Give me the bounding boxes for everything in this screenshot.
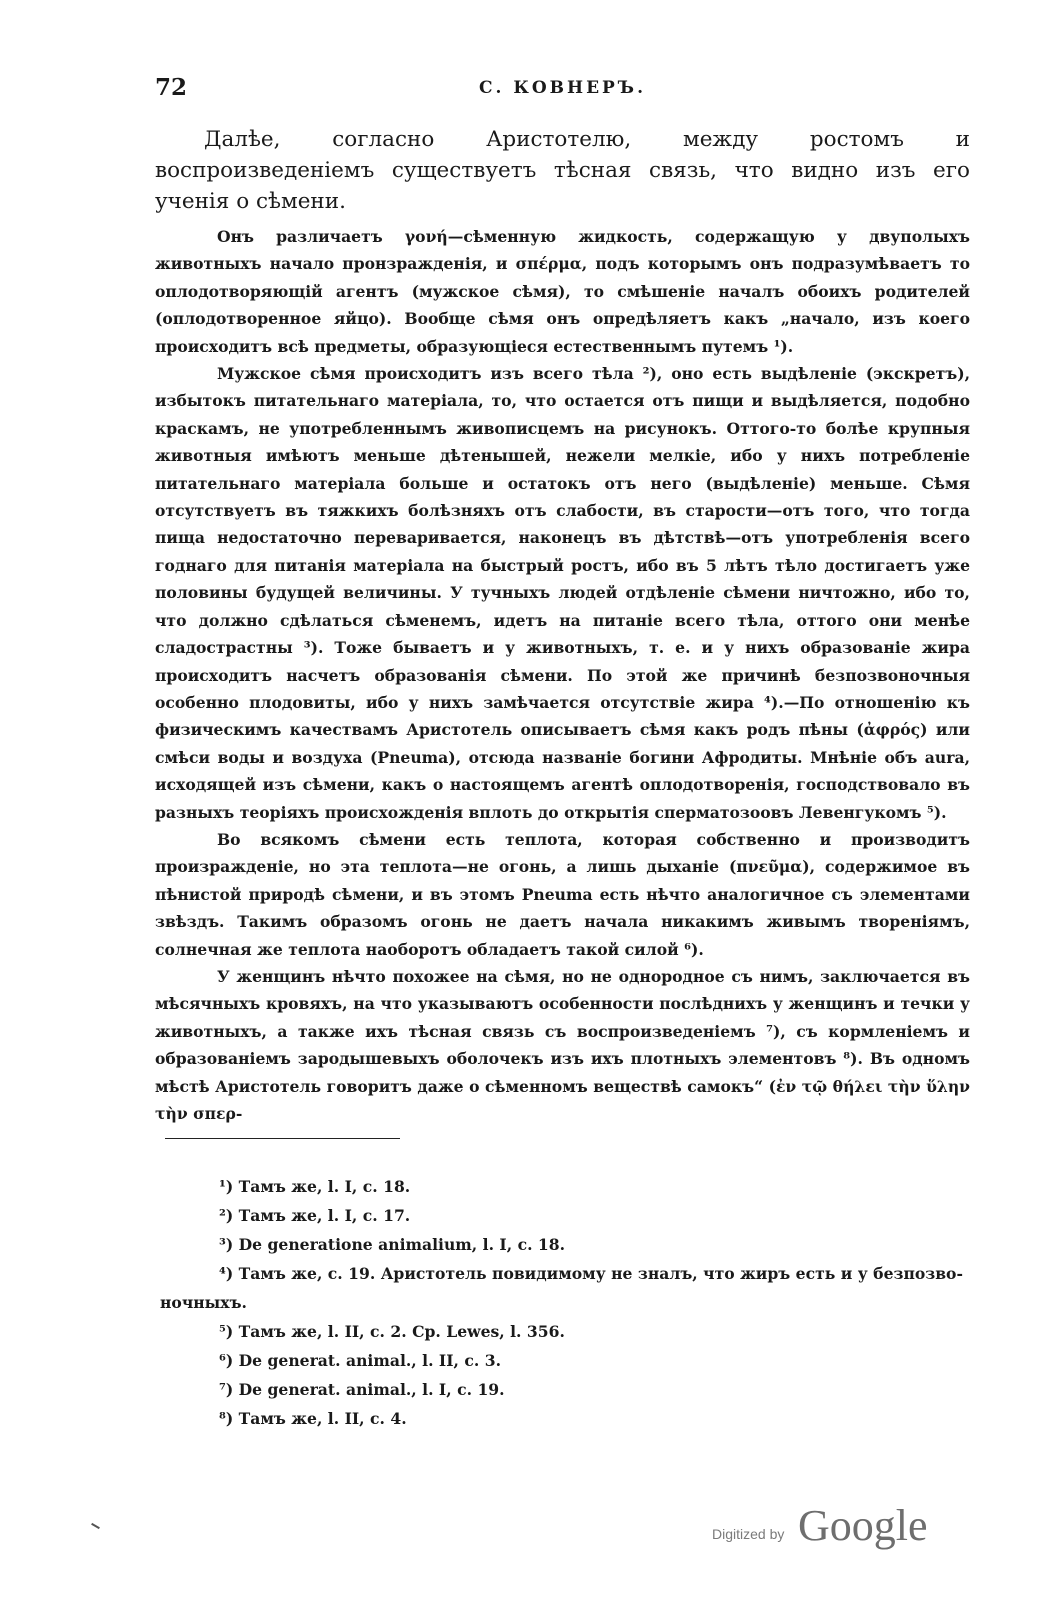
footnote-divider	[165, 1138, 400, 1139]
footnote-3: ³) De generatione animalium, l. I, c. 18.	[219, 1235, 566, 1254]
running-head: С. КОВНЕРЪ.	[479, 78, 646, 98]
digitization-watermark	[712, 1500, 952, 1560]
footnote-4: ⁴) Тамъ же, c. 19. Аристотель повидимому не зналъ, что жиръ есть и у безпозво-	[219, 1264, 963, 1283]
lead-paragraph: Далѣе, согласно Аристотелю, между ростомъ и воспроизведеніемъ существуетъ тѣсная связь, что видно изъ его ученія о сѣмени.	[155, 127, 970, 214]
watermark-prefix: Digitized by	[712, 1526, 785, 1542]
watermark-logo: Google	[798, 1501, 928, 1550]
paragraph-4: У женщинъ нѣчто похожее на сѣмя, но не однородное съ нимъ, заключается въ мѣсячныхъ кровяхъ, на что указываютъ особенности послѣднихъ у женщинъ и течки у животныхъ, а также ихъ тѣсная связь съ воспроизведеніемъ ⁷), съ кормленіемъ и образованіемъ зародышевыхъ оболочекъ изъ ихъ плотныхъ элементовъ ⁸). Въ одномъ мѣстѣ Аристотель говоритъ даже о сѣменномъ веществѣ самокъ“ (ἐν τῷ θήλει τὴν ὕλην τὴν σπερ-	[155, 966, 970, 1123]
footnote-8: ⁸) Тамъ же, l. II, c. 4.	[219, 1409, 407, 1428]
footnote-7: ⁷) De generat. animal., l. I, c. 19.	[219, 1380, 505, 1399]
paragraph-2: Мужское сѣмя происходитъ изъ всего тѣла ²), оно есть выдѣленіе (экскретъ), избытокъ питательнаго матеріала, то, что остается отъ пищи и выдѣляется, подобно краскамъ, не употребленнымъ живописцемъ на рисунокъ. Оттого-то болѣе крупныя животныя имѣютъ меньше дѣтенышей, нежели мелкіе, ибо у нихъ потребленіе питательнаго матеріала больше и остатокъ отъ него (выдѣленіе) меньше. Сѣмя отсутствуетъ въ тяжкихъ болѣзняхъ отъ слабости, въ старости—отъ того, что тогда пища недостаточно переваривается, наконецъ въ дѣтствѣ—отъ употребленія всего годнаго для питанія матеріала на быстрый ростъ, ибо въ 5 лѣтъ тѣло достигаетъ уже половины будущей величины. У тучныхъ людей отдѣленіе сѣмени ничтожно, ибо то, что должно сдѣлаться сѣменемъ, идетъ на питаніе всего тѣла, оттого они менѣе сладострастны ³). Тоже бываетъ и у животныхъ, т. е. и у нихъ образованіе жира происходитъ насчетъ образованія сѣмени. По этой же причинѣ безпозвоночныя особенно плодовиты, ибо у нихъ замѣчается отсутствіе жира ⁴).—По отношенію къ физическимъ качествамъ Аристотель описываетъ сѣмя какъ родъ пѣны (ἀφρός) или смѣси воды и воздуха (Pneuma), отсюда названіе богини Афродиты. Мнѣніе объ aura, исходящей изъ сѣмени, какъ о настоящемъ агентѣ оплодотворенія, господствовало въ разныхъ теоріяхъ происхожденія вплоть до открытія сперматозоовъ Левенгукомъ ⁵).	[155, 364, 970, 822]
paragraph-3: Во всякомъ сѣмени есть теплота, которая собственно и производитъ произражденіе, но эта теплота—не огонь, а лишь дыханіе (πνεῦμα), содержимое въ пѣнистой природѣ сѣмени, и въ этомъ Pneuma есть нѣчто аналогичное съ элементами звѣздъ. Такимъ образомъ огонь не даетъ начала никакимъ живымъ твореніямъ, солнечная же теплота наоборотъ обладаетъ такой силой ⁶).	[155, 829, 970, 959]
paragraph-1: Онъ различаетъ γονή—сѣменную жидкость, содержащую у двуполыхъ животныхъ начало пронзражденія, и σπέρμα, подъ которымъ онъ подразумѣваетъ то оплодотворяющій агентъ (мужское сѣмя), то смѣшеніе началъ обоихъ родителей (оплодотворенное яйцо). Вообще сѣмя онъ опредѣляетъ какъ „начало, изъ коего происходитъ всѣ предметы, образующіеся естественнымъ путемъ ¹).	[155, 227, 970, 356]
footnote-1: ¹) Тамъ же, l. I, c. 18.	[219, 1177, 411, 1196]
footnote-6: ⁶) De generat. animal., l. II, c. 3.	[219, 1351, 502, 1370]
footnote-5: ⁵) Тамъ же, l. II, c. 2. Cp. Lewes, l. 356.	[219, 1322, 565, 1341]
footnotes	[160, 1172, 975, 1433]
main-text	[155, 124, 970, 1127]
scan-speck	[91, 1523, 100, 1529]
footnote-4-continuation: ночныхъ.	[160, 1293, 247, 1312]
footnote-2: ²) Тамъ же, l. I, c. 17.	[219, 1206, 411, 1225]
page-number: 72	[155, 74, 188, 101]
page-header	[155, 74, 970, 104]
